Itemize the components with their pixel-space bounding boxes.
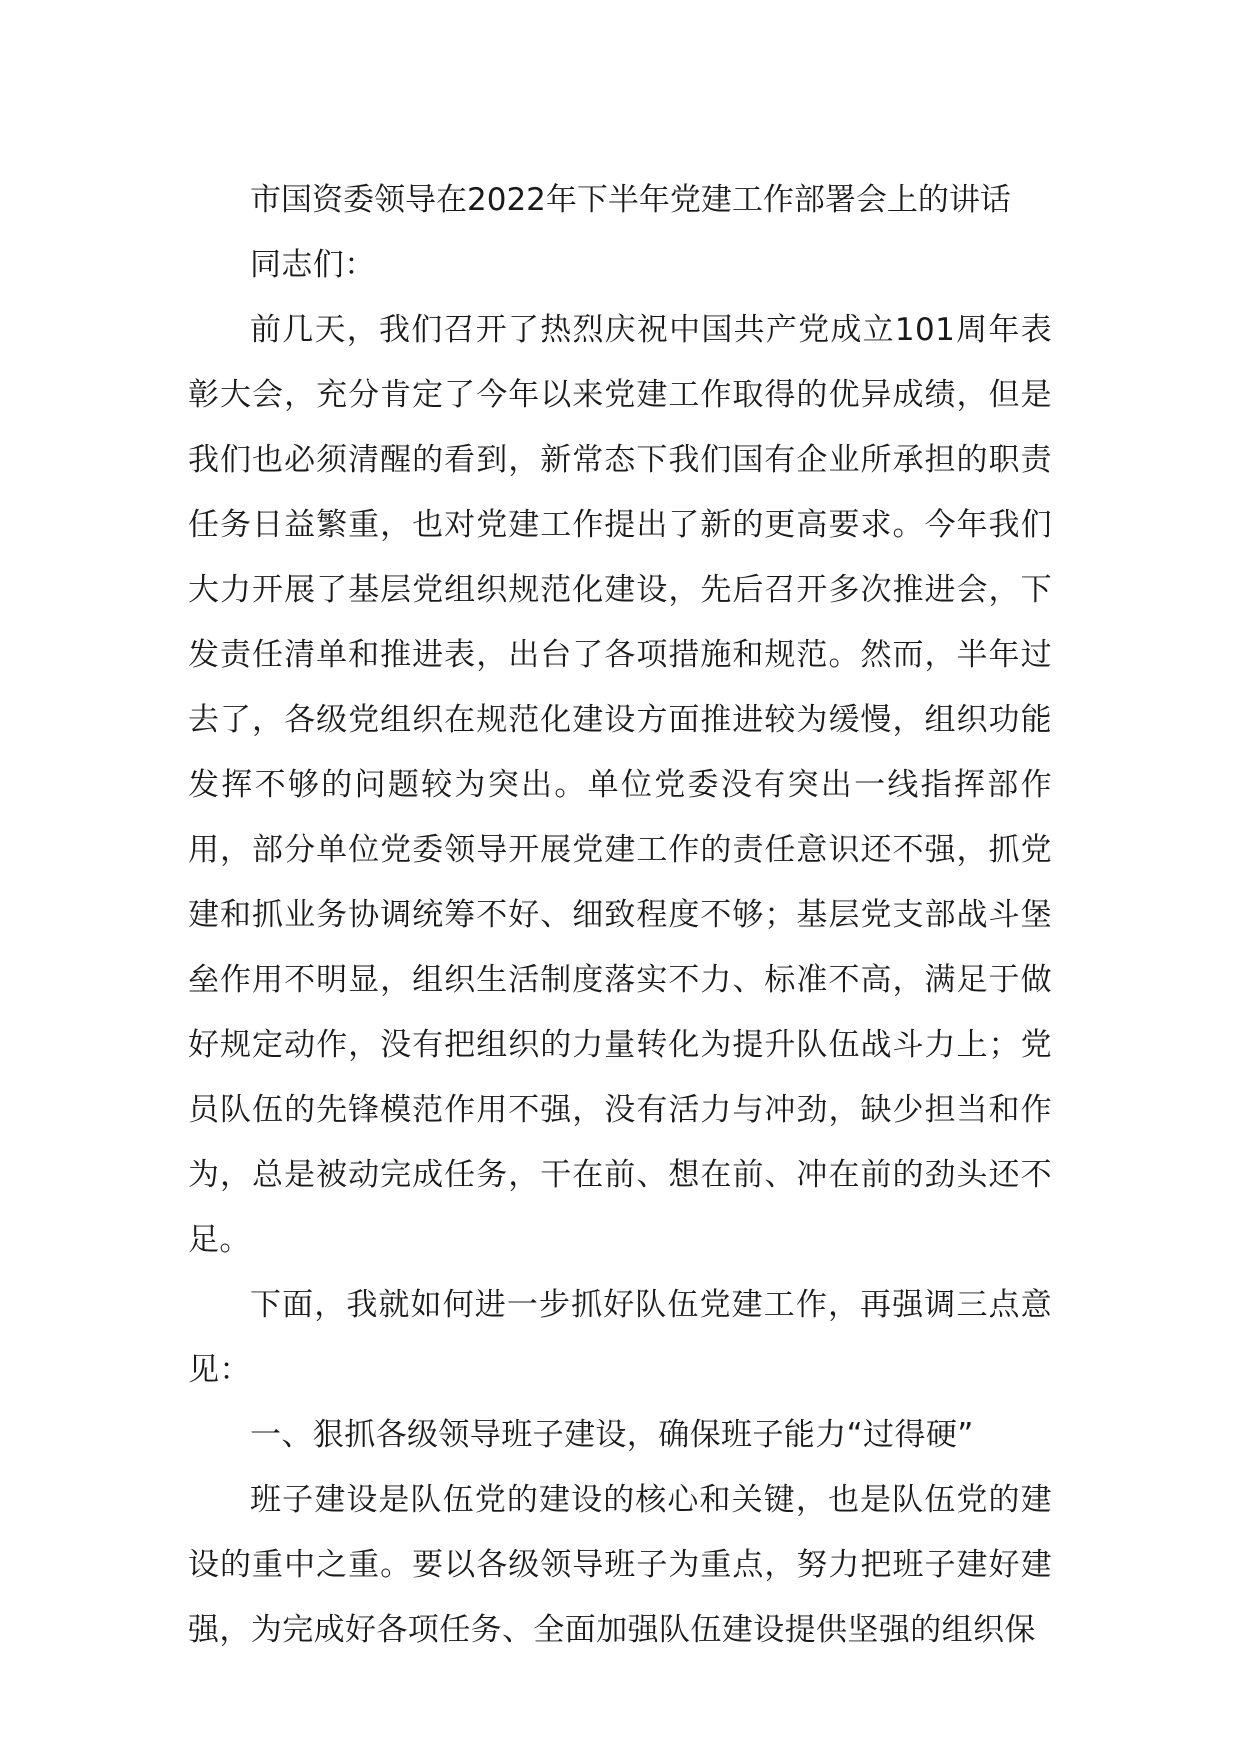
document-body — [188, 168, 1052, 1663]
salutation: 同志们： — [250, 247, 376, 283]
paragraph-section-1: 班子建设是队伍党的建设的核心和关键，也是队伍党的建设的重中之重。要以各级领导班子为重点，努力把班子建好建强，为完成好各项任务、全面加强队伍建设提供坚强的组织保 — [188, 1482, 1052, 1648]
document-title: 市国资委领导在2022年下半年党建工作部署会上的讲话 — [250, 182, 1011, 218]
paragraph-transition: 下面，我就如何进一步抓好队伍党建工作，再强调三点意见： — [188, 1287, 1052, 1388]
section-heading-1: 一、狠抓各级领导班子建设，确保班子能力“过得硬” — [250, 1417, 974, 1453]
paragraph-opening: 前几天，我们召开了热烈庆祝中国共产党成立101周年表彰大会，充分肯定了今年以来党建工作取得的优异成绩，但是我们也必须清醒的看到，新常态下我们国有企业所承担的职责任务日益繁重，也对党建工作提出了新的更高要求。今年我们大力开展了基层党组织规范化建设，先后召开多次推进会，下发责任清单和推进表，出台了各项措施和规范。然而，半年过去了，各级党组织在规范化建设方面推进较为缓慢，组织功能发挥不够的问题较为突出。单位党委没有突出一线指挥部作用，部分单位党委领导开展党建工作的责任意识还不强，抓党建和抓业务协调统筹不好、细致程度不够；基层党支部战斗堡垒作用不明显，组织生活制度落实不力、标准不高，满足于做好规定动作，没有把组织的力量转化为提升队伍战斗力上；党员队伍的先锋模范作用不强，没有活力与冲劲，缺少担当和作为，总是被动完成任务，干在前、想在前、冲在前的劲头还不足。 — [188, 312, 1052, 1258]
